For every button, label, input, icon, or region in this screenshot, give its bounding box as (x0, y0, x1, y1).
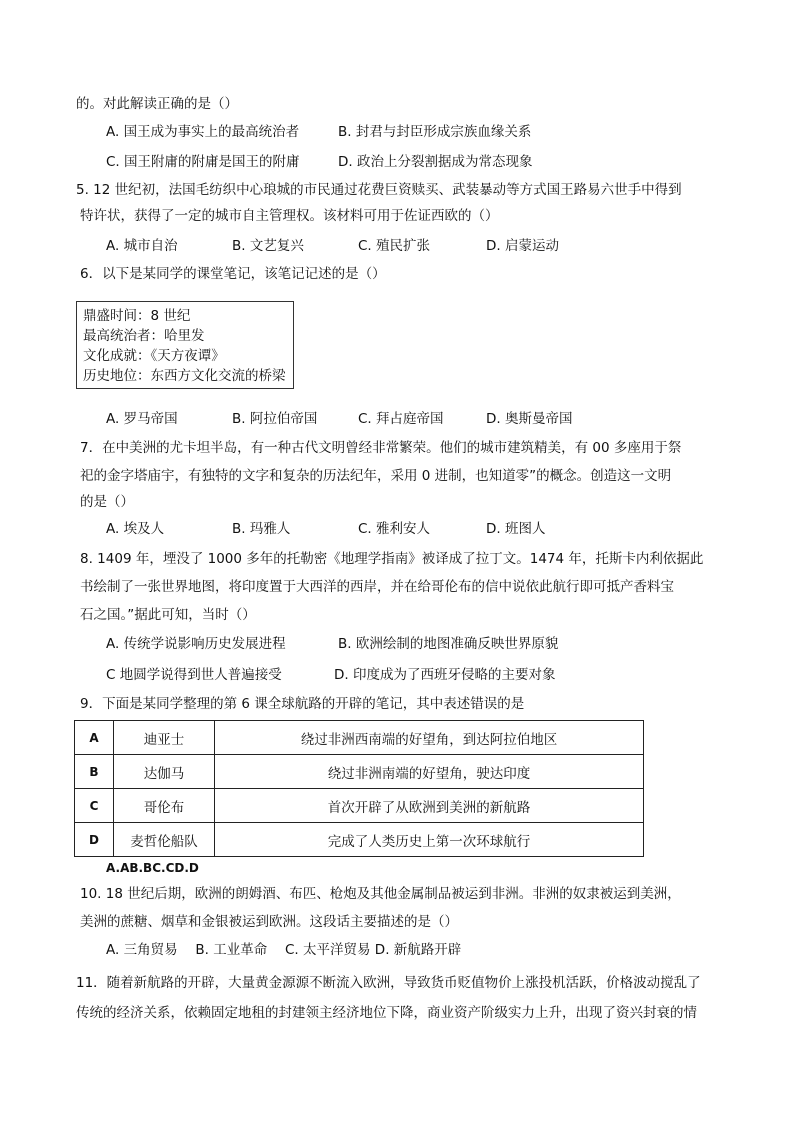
q4-option-a: A. 国王成为事实上的最高统治者 (106, 124, 300, 140)
q8-option-b: B. 欧洲绘制的地图准确反映世界原貌 (338, 636, 559, 652)
q10-stem-line2: 美洲的蔗糖、烟草和金银被运到欧洲。这段话主要描述的是（） (80, 914, 458, 930)
navigation-description: 首次开辟了从欧洲到美洲的新航路 (215, 789, 644, 823)
q6-option-a: A. 罗马帝国 (106, 411, 178, 427)
navigator-name: 麦哲伦船队 (114, 823, 215, 857)
row-key: C (75, 789, 114, 823)
q7-option-a: A. 埃及人 (106, 521, 165, 537)
q7-option-c: C. 雅利安人 (358, 521, 431, 537)
row-key: B (75, 755, 114, 789)
note-line: 文化成就：《天方夜谭》 (83, 348, 225, 364)
navigator-name: 达伽马 (114, 755, 215, 789)
navigator-name: 迪亚士 (114, 721, 215, 755)
navigation-description: 绕过非洲南端的好望角，驶达印度 (215, 755, 644, 789)
q6-option-d: D. 奥斯曼帝国 (486, 411, 573, 427)
q5-option-b: B. 文艺复兴 (232, 238, 304, 254)
q6-stem: 6．以下是某同学的课堂笔记，该笔记记述的是（） (80, 266, 386, 282)
q7-stem-line3: 的是（） (80, 494, 134, 510)
q10-stem-line1: 10. 18 世纪后期，欧洲的朗姆酒、布匹、枪炮及其他金属制品被运到非洲。非洲的奴隶被运到美洲， (80, 886, 681, 902)
q7-option-b: B. 玛雅人 (232, 521, 291, 537)
table-row (75, 721, 644, 755)
q8-option-d: D. 印度成为了西班牙侵略的主要对象 (334, 667, 556, 683)
note-line: 历史地位：东西方文化交流的桥梁 (83, 368, 286, 384)
q10-options: A. 三角贸易 B. 工业革命 C. 太平洋贸易 D. 新航路开辟 (106, 942, 462, 958)
navigation-notes-table (74, 720, 644, 857)
question-4-stem-tail: 的。对此解读正确的是（） (76, 96, 238, 112)
q5-option-c: C. 殖民扩张 (358, 238, 431, 254)
class-note-box (76, 301, 294, 389)
q9-options: A.AB.BC.CD.D (106, 861, 199, 875)
q8-option-a: A. 传统学说影响历史发展进程 (106, 636, 286, 652)
navigator-name: 哥伦布 (114, 789, 215, 823)
q11-stem-line1: 11．随着新航路的开辟，大量黄金源源不断流入欧洲，导致货币贬值物价上涨投机活跃，价格波动搅乱了 (76, 975, 701, 991)
q5-stem-line1: 5. 12 世纪初，法国毛纺织中心琅城的市民通过花费巨资赎买、武装暴动等方式国王路易六世手中得到 (76, 182, 682, 198)
q4-option-c: C. 国王附庸的附庸是国王的附庸 (106, 154, 300, 170)
q9-stem: 9．下面是某同学整理的第 6 课全球航路的开辟的笔记，其中表述错误的是 (80, 696, 525, 712)
q8-option-c: C 地圆学说得到世人普遍接受 (106, 667, 282, 683)
q7-stem-line1: 7．在中美洲的尤卡坦半岛，有一种古代文明曾经非常繁荣。他们的城市建筑精美，有 00 多座用于祭 (80, 440, 682, 456)
table-row (75, 789, 644, 823)
q7-stem-line2: 祀的金字塔庙宇，有独特的文字和复杂的历法纪年，采用 0 进制，也知道零”的概念。创造这一文明 (80, 468, 672, 484)
row-key: D (75, 823, 114, 857)
q4-option-b: B. 封君与封臣形成宗族血缘关系 (338, 124, 532, 140)
q8-stem-line1: 8. 1409 年，堙没了 1000 多年的托勒密《地理学指南》被译成了拉丁文。1474 年，托斯卡内利依据此 (80, 551, 704, 567)
navigation-description: 绕过非洲西南端的好望角，到达阿拉伯地区 (215, 721, 644, 755)
note-line: 最高统治者：哈里发 (83, 328, 205, 344)
row-key: A (75, 721, 114, 755)
q6-option-b: B. 阿拉伯帝国 (232, 411, 318, 427)
navigation-description: 完成了人类历史上第一次环球航行 (215, 823, 644, 857)
q5-option-d: D. 启蒙运动 (486, 238, 559, 254)
q5-option-a: A. 城市自治 (106, 238, 178, 254)
q4-option-d: D. 政治上分裂割据成为常态现象 (338, 154, 533, 170)
q8-stem-line2: 书绘制了一张世界地图，将印度置于大西洋的西岸，并在给哥伦布的信中说依此航行即可抵产香料宝 (80, 579, 674, 595)
q7-option-d: D. 班图人 (486, 521, 546, 537)
q11-stem-line2: 传统的经济关系，依赖固定地租的封建领主经济地位下降，商业资产阶级实力上升，出现了资兴封衰的情 (76, 1005, 697, 1021)
q6-option-c: C. 拜占庭帝国 (358, 411, 444, 427)
note-line: 鼎盛时间：8 世纪 (83, 308, 191, 324)
table-row (75, 755, 644, 789)
q5-stem-line2: 特许状，获得了一定的城市自主管理权。该材料可用于佐证西欧的（） (80, 208, 499, 224)
table-row (75, 823, 644, 857)
q8-stem-line3: 石之国。”据此可知，当时（） (80, 607, 256, 623)
